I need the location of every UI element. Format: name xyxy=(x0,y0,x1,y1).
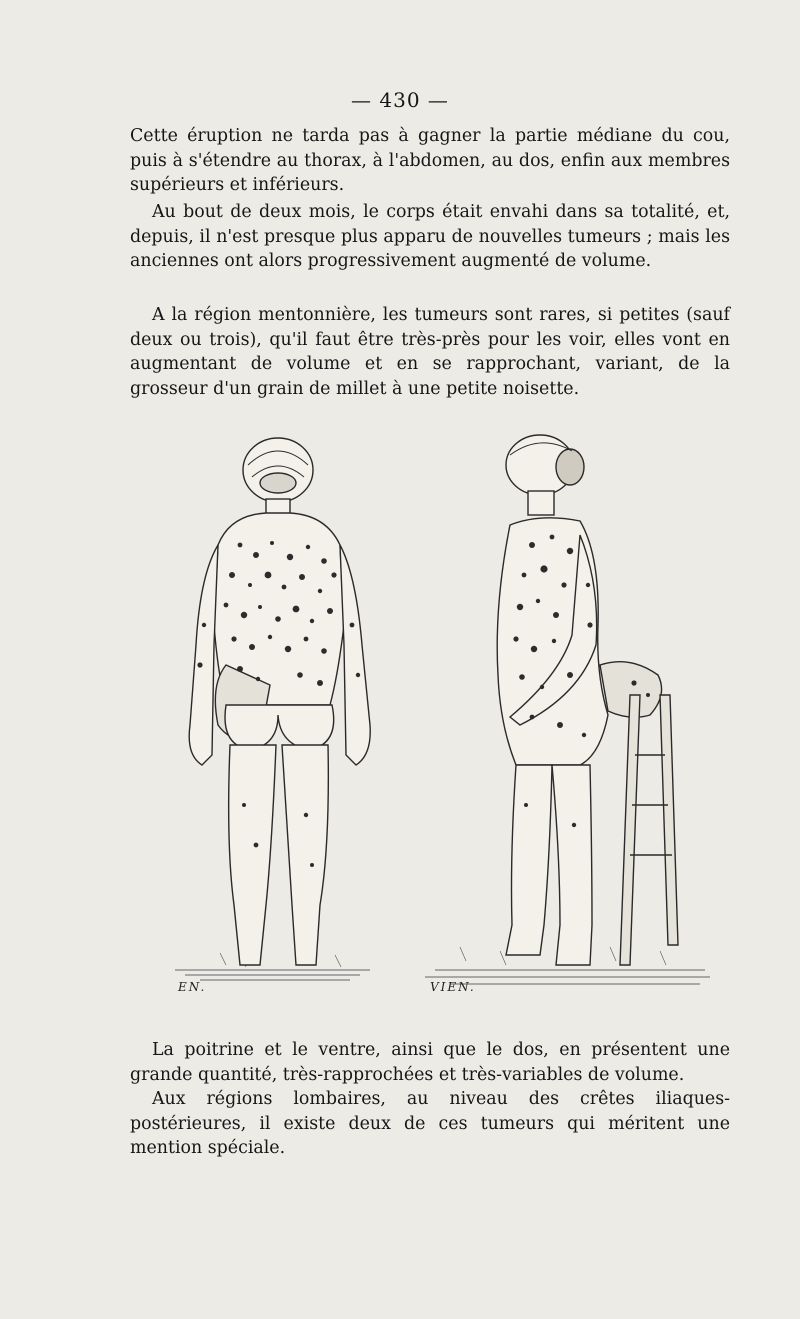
paragraph-3: A la région mentonnière, les tumeurs sont rares, si petites (sauf deux ou trois), qu'il faut être très-près pour les voir, elles vont en augmentant de volume et en se rapprochant, variant, de la grosseur d'un grain de millet à une petite noisette. xyxy=(130,305,730,399)
paragraph-5: Aux régions lombaires, au niveau des crêtes iliaques-postérieures, il existe deux de ces tumeurs qui méritent une mention spéciale. xyxy=(130,1089,730,1158)
engraver-signature-left: EN. xyxy=(178,980,207,994)
engraver-signature-right: VIEN. xyxy=(430,980,476,994)
paragraph-4: La poitrine et le ventre, ainsi que le dos, en présentent une grande quantité, très-rapprochées et très-variables de volume. xyxy=(130,1040,730,1085)
engraving-figure xyxy=(160,425,720,1010)
page-number: — 430 — xyxy=(351,88,449,112)
figure-profile-view xyxy=(497,435,678,965)
paragraph-2: Au bout de deux mois, le corps était envahi dans sa totalité, et, depuis, il n'est presque plus apparu de nouvelles tumeurs ; mais les anciennes ont alors progressivement augmenté de volume. xyxy=(130,202,730,271)
paragraph-1: Cette éruption ne tarda pas à gagner la partie médiane du cou, puis à s'étendre au thorax, à l'abdomen, au dos, enfin aux membres supérieurs et inférieurs. xyxy=(130,126,730,195)
figure-back-view xyxy=(189,438,370,965)
engraving-illustration xyxy=(160,425,720,1010)
